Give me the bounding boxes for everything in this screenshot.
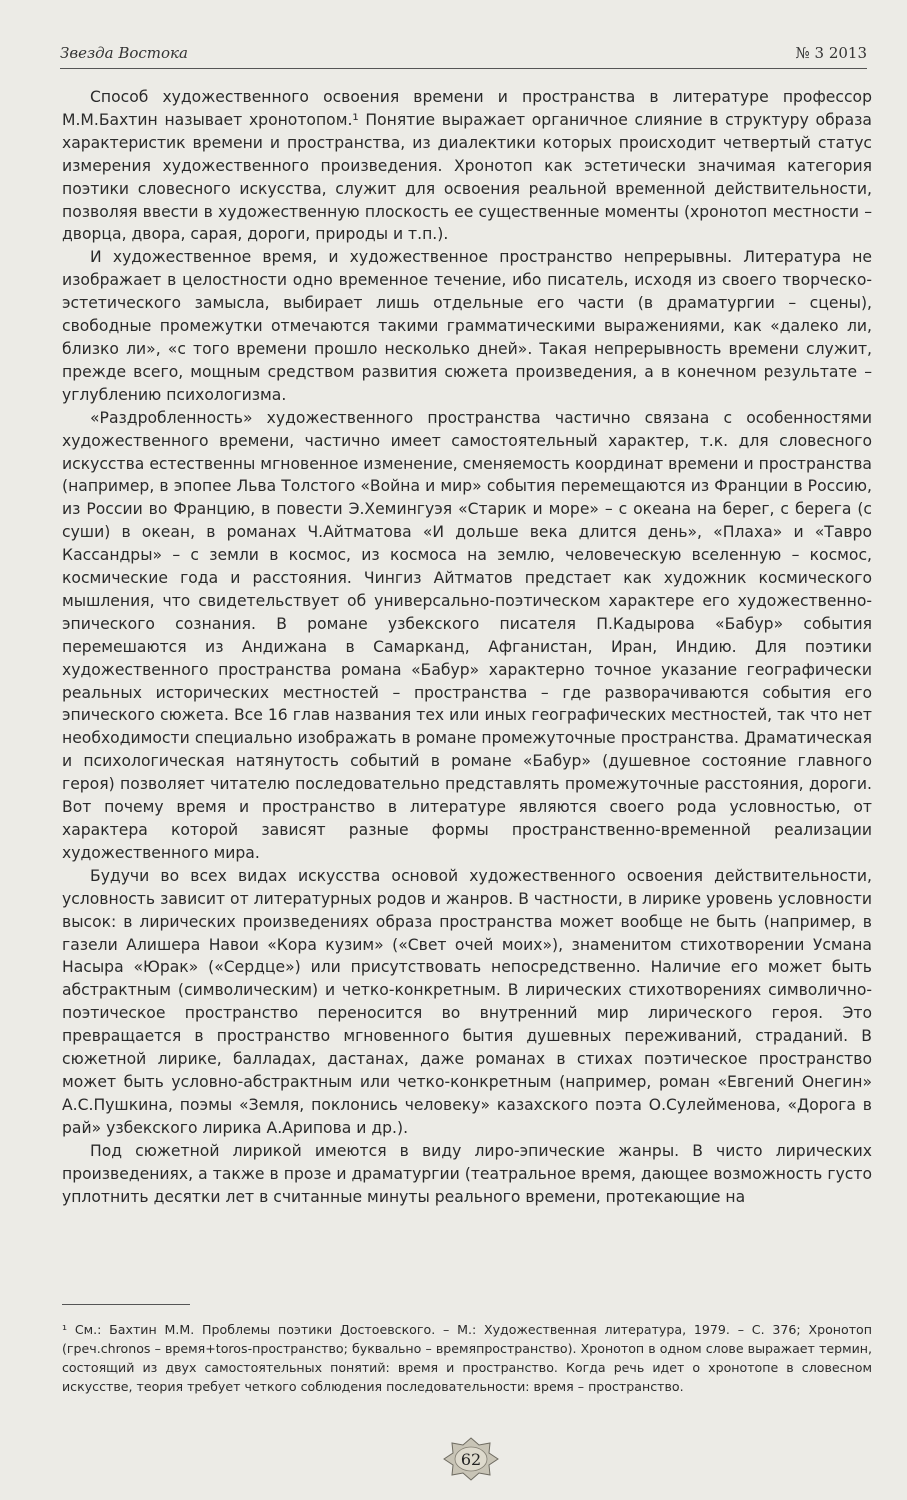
page-number-badge (443, 1437, 499, 1481)
paragraph: Способ художественного освоения времени и пространства в литературе профессор М.М.Бахтин называет хронотопом.¹ Понятие выражает органичное слияние в структуру образа характеристик времени и пространства, из диалектики которых происходит четвертый статус измерения художественного произведения. Хронотоп как эстетически значимая категория поэтики словесного искусства, служит для освоения реальной временной действительности, позволяя ввести в художественную плоскость ее существенные моменты (хронотоп местности – дворца, двора, сарая, дороги, природы и т.п.). (62, 88, 872, 244)
journal-title: Звезда Востока (60, 44, 188, 62)
footnote: ¹ См.: Бахтин М.М. Проблемы поэтики Достоевского. – М.: Художественная литература, 1979. – С. 376; Хронотоп (греч.chronos – время+toros-пространство; буквально – времяпространство). Хронотоп в одном слове выражает термин, состоящий из двух самостоятельных понятий: время и пространство. Когда речь идет о хронотопе в словесном искусстве, теория требует четкого соблюдения последовательности: время – пространство. (62, 1322, 872, 1394)
article-body (62, 86, 872, 1208)
paragraph: Будучи во всех видах искусства основой художественного освоения действительности, условность зависит от литературных родов и жанров. В частности, в лирике уровень условности высок: в лирических произведениях образа пространства может вообще не быть (например, в газели Алишера Навои «Кора кузим» («Свет очей моих»), знаменитом стихотворении Усмана Насыра «Юрак» («Сердце») или присутствовать непосредственно. Наличие его может быть абстрактным (символическим) и четко-конкретным. В лирических стихотворениях символично-поэтическое пространство переносится во внутренний мир лирического героя. Это превращается в пространство мгновенного бытия душевных переживаний, страданий. В сюжетной лирике, балладах, дастанах, даже романах в стихах поэтическое пространство может быть условно-абстрактным или четко-конкретным (например, роман «Евгений Онегин» А.С.Пушкина, поэмы «Земля, поклонись человеку» казахского поэта О.Сулейменова, «Дорога в рай» узбекского лирика А.Арипова и др.). (62, 866, 872, 1137)
paragraph: «Раздробленность» художественного пространства частично связана с особенностями художественного времени, частично имеет самостоятельный характер, т.к. для словесного искусства естественны мгновенное изменение, сменяемость координат времени и пространства (например, в эпопее Льва Толстого «Война и мир» события перемещаются из Франции в Россию, из России во Францию, в повести Э.Хемингуэя «Старик и море» – с океана на берег, с берега (с суши) в океан, в романах Ч.Айтматова «И дольше века длится день», «Плаха» и «Тавро Кассандры» – с земли в космос, из космоса на землю, человеческую вселенную – космос, космические года и расстояния. Чингиз Айтматов предстает как художник космического мышления, что свидетельствует об универсально-поэтическом характере его художественно-эпического сознания. В романе узбекского писателя П.Кадырова «Бабур» события перемешаются из Андижана в Самарканд, Афганистан, Иран, Индию. Для поэтики художественного пространства романа «Бабур» характерно точное указание географически реальных исторических местностей – пространства – где разворачиваются события его эпического сюжета. Все 16 глав названия тех или иных географических местностей, так что нет необходимости специально изображать в романе промежуточные пространства. Драматическая и психологическая натянутость событий в романе «Бабур» (душевное состояние главного героя) позволяет читателю последовательно представлять промежуточные расстояния, дороги. Вот почему время и пространство в литературе являются своего рода условностью, от характера которой зависят разные формы пространственно-временной реализации художественного мира. (62, 408, 872, 862)
issue-number: № 3 2013 (795, 44, 867, 62)
running-header (60, 40, 867, 69)
paragraph: И художественное время, и художественное пространство непрерывны. Литература не изображает в целостности одно временное течение, ибо писатель, исходя из своего творческо-эстетического замысла, выбирает лишь отдельные его части (в драматургии – сцены), свободные промежутки отмечаются такими грамматическими выражениями, как «далеко ли, близко ли», «с того времени прошло несколько дней». Такая непрерывность времени служит, прежде всего, мощным средством развития сюжета произведения, а в конечном результате – углублению психологизма. (62, 248, 872, 404)
paragraph: Под сюжетной лирикой имеются в виду лиро-эпические жанры. В чисто лирических произведениях, а также в прозе и драматургии (театральное время, дающее возможность густо уплотнить десятки лет в считанные минуты реального времени, протекающие на (62, 1141, 872, 1206)
footnote-divider (62, 1304, 190, 1305)
page-number: 62 (460, 1449, 482, 1469)
